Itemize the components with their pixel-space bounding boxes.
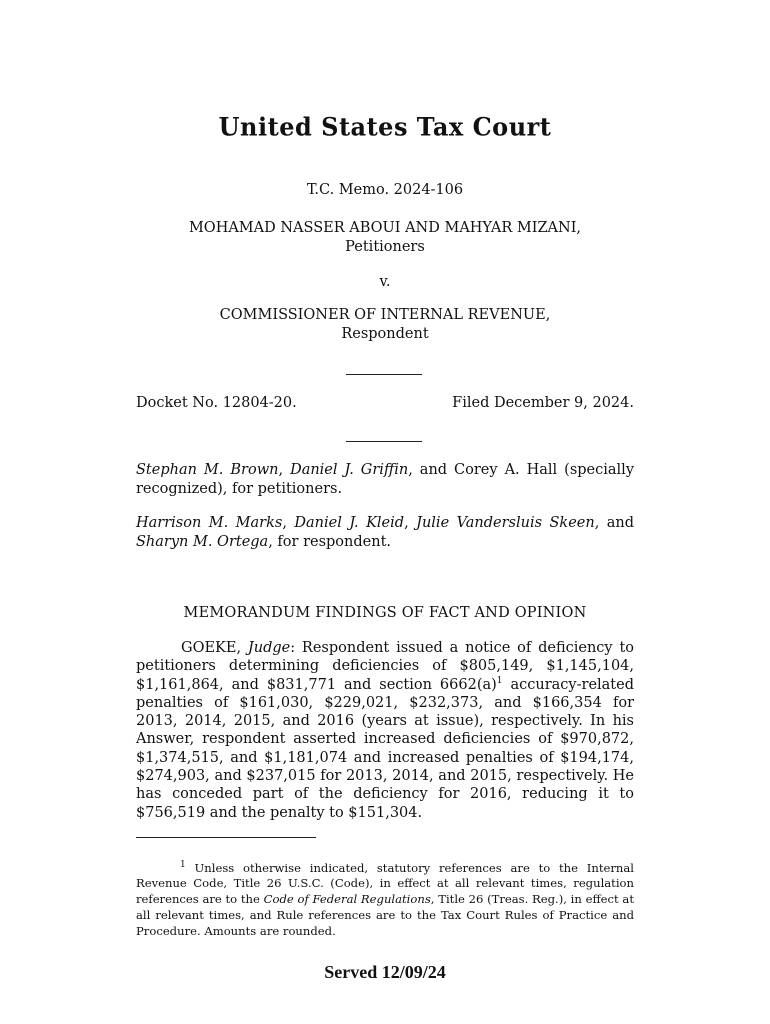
footnote: $^1$ Unless otherwise indicated, statutory references are to the Internal Revenue Code, Title 26 U.S.C. (Code), in effect at all relevant times, regulation references are to the Code of Federal Regulations, Title 26 (Treas. Reg.), in effect at all relevant times, and Rule references are to the Tax Court Rules of Practice and Procedure. Amounts are rounded. (136, 859, 634, 938)
respondent-role: Respondent (341, 326, 429, 342)
memo-heading: MEMORANDUM FINDINGS OF FACT AND OPINION (183, 605, 587, 621)
footnote-separator (136, 837, 316, 838)
versus: v. (379, 274, 391, 290)
petitioners-names: MOHAMAD NASSER ABOUI AND MAHYAR MIZANI, (188, 220, 582, 236)
judge-title: Judge (247, 640, 291, 656)
counsel-name: Daniel J. Griffin (290, 462, 409, 478)
petitioner-counsel: Stephan M. Brown, Daniel J. Griffin, and Corey A. Hall (specially recognized), for petitioners. (136, 462, 635, 498)
court-title: United States Tax Court (218, 111, 552, 142)
divider-rule-top (346, 374, 422, 375)
respondent-block (0, 306, 770, 344)
filed-date: Filed December 9, 2024. (452, 395, 634, 411)
opinion-paragraph: GOEKE, Judge: Respondent issued a notice of deficiency to petitioners determining deficiencies of $805,149, $1,145,104, $1,161,864, and $831,771 and section $6662(a)^1$ accuracy-related penalties of $161,030, $229,021, $232,373, and $166,354 for 2013, 2014, 2015, and 2016 (years at issue), respectively. In his Answer, respondent asserted increased deficiencies of $970,872, $1,374,515, and $1,181,074 and increased penalties of $194,174, $274,903, and $237,015 for 2013, 2014, and 2015, respectively. He has conceded part of the deficiency for 2016, reducing it to $756,519 and the penalty to $151,304. (136, 640, 634, 821)
footnote-marker: 1 (180, 859, 186, 870)
petitioners-block (0, 219, 770, 257)
petitioners-role: Petitioners (345, 239, 425, 255)
served-stamp: Served 12/09/24 (324, 962, 446, 982)
footnote-reference[interactable]: 1 (496, 675, 503, 686)
divider-rule-bottom (346, 441, 422, 442)
docket-number: Docket No. 12804-20. (136, 395, 297, 411)
counsel-name: Stephan M. Brown (136, 462, 279, 478)
counsel-name: Julie Vandersluis Skeen (416, 515, 595, 531)
memo-number: T.C. Memo. 2024-106 (306, 182, 464, 198)
counsel-name: Harrison M. Marks (136, 515, 283, 531)
respondent-counsel: Harrison M. Marks, Daniel J. Kleid, Julie Vandersluis Skeen, and Sharyn M. Ortega, for respondent. (136, 515, 635, 551)
docket-row (136, 394, 634, 413)
respondent-name: COMMISSIONER OF INTERNAL REVENUE, (219, 307, 551, 323)
counsel-name: Sharyn M. Ortega (136, 534, 269, 551)
counsel-name: Daniel J. Kleid (294, 515, 405, 531)
